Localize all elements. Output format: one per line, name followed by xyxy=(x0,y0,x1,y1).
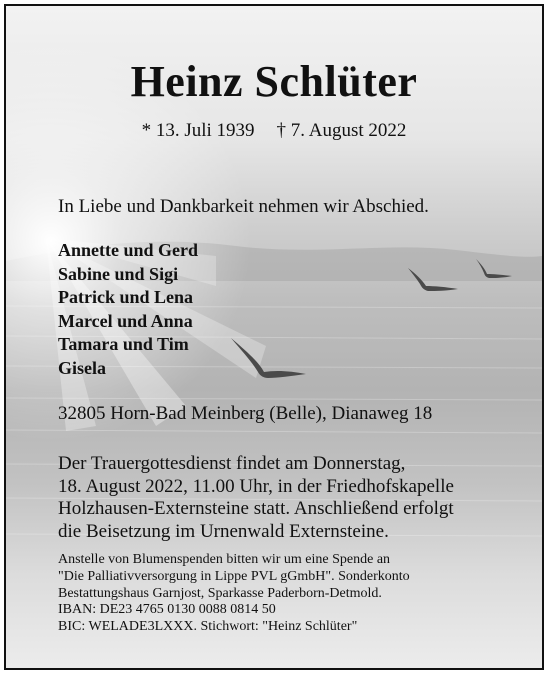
donation-bic: BIC: WELADE3LXXX. Stichwort: "Heinz Schlüter" xyxy=(58,619,358,635)
mourner-name: Annette und Gerd xyxy=(58,240,199,260)
donation-line: "Die Palliativversorgung in Lippe PVL gGmbH". Sonderkonto xyxy=(58,568,410,584)
address: 32805 Horn-Bad Meinberg (Belle), Dianaweg 18 xyxy=(58,403,433,424)
service-info xyxy=(58,453,454,543)
deceased-name: Heinz Schlüter xyxy=(130,57,418,106)
obituary-notice xyxy=(4,4,544,670)
service-line: 18. August 2022, 11.00 Uhr, in der Friedhofskapelle xyxy=(58,475,454,497)
death-date: † 7. August 2022 xyxy=(276,120,407,141)
mourner-name: Marcel und Anna xyxy=(58,310,193,331)
mourner-name: Sabine und Sigi xyxy=(58,263,179,284)
mourner-name: Gisela xyxy=(58,357,106,378)
donation-info xyxy=(58,552,410,636)
life-dates xyxy=(6,120,542,142)
service-line: Holzhausen-Externsteine statt. Anschließend erfolgt xyxy=(58,498,454,519)
mourner-name: Patrick und Lena xyxy=(58,287,194,307)
farewell-text: In Liebe und Dankbarkeit nehmen wir Abschied. xyxy=(58,196,429,217)
mourners-list xyxy=(58,239,198,380)
mourner-name: Tamara und Tim xyxy=(58,334,189,354)
service-line: die Beisetzung im Urnenwald Externsteine. xyxy=(58,520,389,542)
donation-line: Anstelle von Blumenspenden bitten wir um eine Spende an xyxy=(58,552,391,567)
donation-iban: IBAN: DE23 4765 0130 0088 0814 50 xyxy=(58,602,276,618)
donation-line: Bestattungshaus Garnjost, Sparkasse Paderborn-Detmold. xyxy=(58,585,382,601)
birth-date: * 13. Juli 1939 xyxy=(141,120,255,141)
service-line: Der Trauergottesdienst findet am Donnerstag, xyxy=(58,453,406,474)
